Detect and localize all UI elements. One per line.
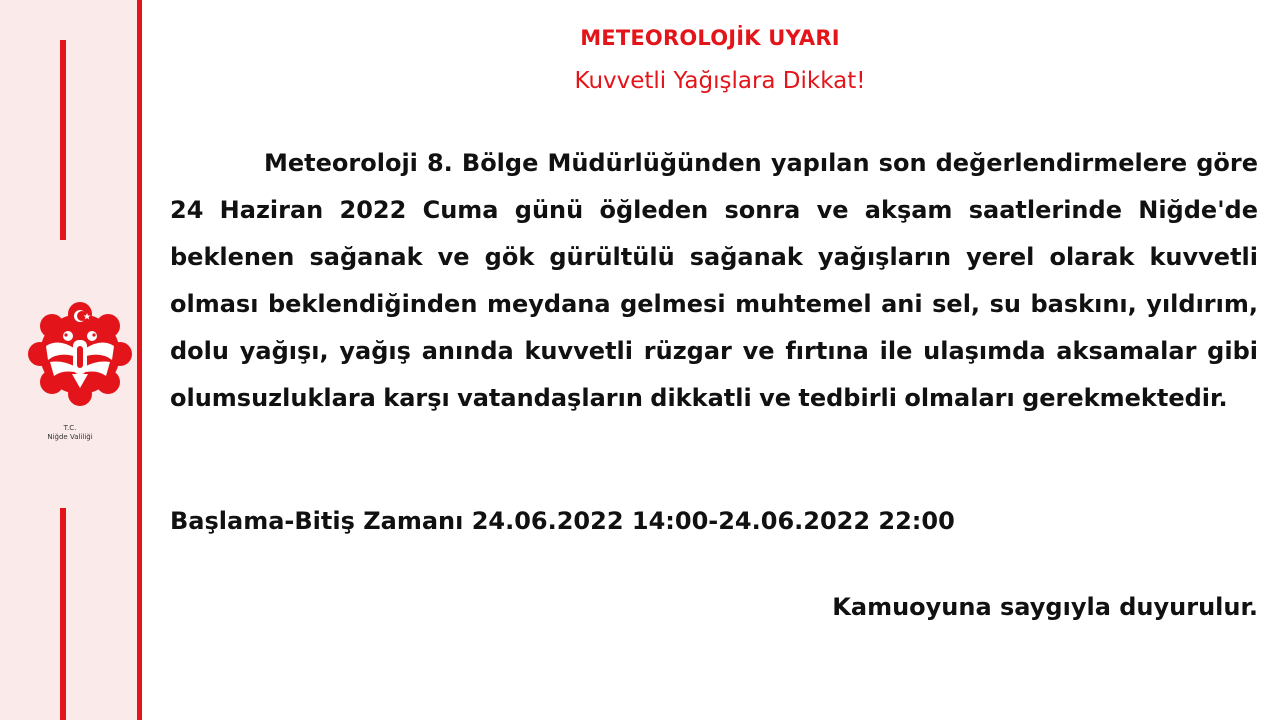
decorative-line-bottom [60,508,66,720]
start-end-time: Başlama-Bitiş Zamanı 24.06.2022 14:00-24.06.2022 22:00 [170,507,955,535]
warning-body: Meteoroloji 8. Bölge Müdürlüğünden yapılan son değerlendirmelere göre 24 Haziran 2022 Cuma günü öğleden sonra ve akşam saatlerinde Niğde'de beklenen sağanak ve gök gürültülü sağanak yağışların yerel olarak kuvvetli olması beklendiğinden meydana gelmesi muhtemel ani sel, su baskını, yıldırım, dolu yağışı, yağış anında kuvvetli rüzgar ve fırtına ile ulaşımda aksamalar gibi olumsuzluklara karşı vatandaşların dikkatli ve tedbirli olmaları gerekmektedir. [170,149,1258,412]
governorship-seal-icon [28,296,132,420]
closing-statement: Kamuoyuna saygıyla duyurulur. [832,593,1258,621]
warning-subtitle: Kuvvetli Yağışlara Dikkat! [574,68,866,94]
decorative-line-top [60,40,66,240]
warning-title: METEOROLOJİK UYARI [580,26,840,50]
emblem-caption-line2: Niğde Valiliği [47,433,93,441]
emblem-caption-line1: T.C. [63,424,77,432]
emblem-caption [20,424,120,442]
sidebar-divider [137,0,142,720]
